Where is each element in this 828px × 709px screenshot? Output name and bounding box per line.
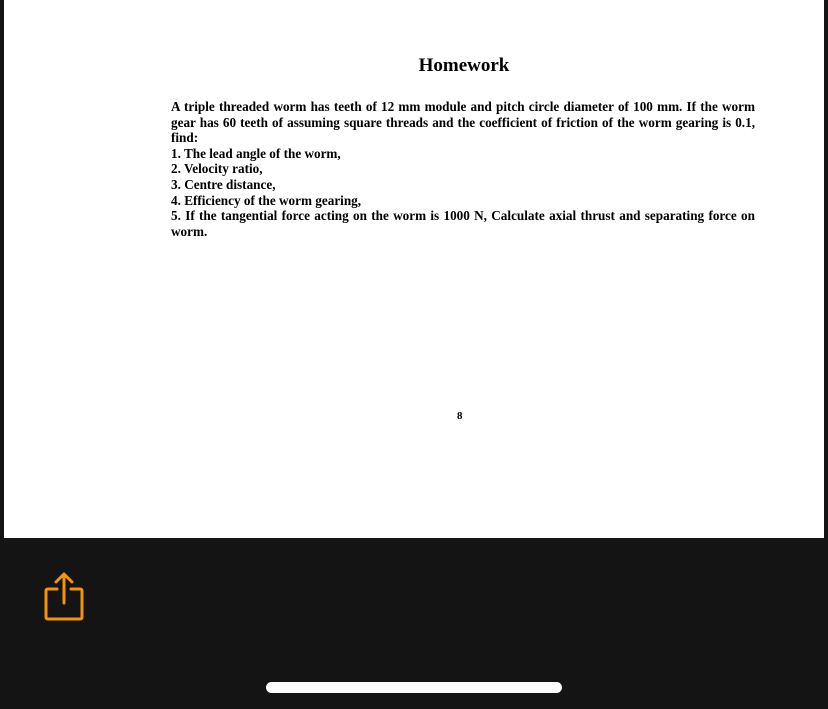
document-page[interactable] <box>4 0 824 538</box>
share-icon <box>40 569 88 625</box>
page-title: Homework <box>418 55 510 76</box>
question-item: 1. The lead angle of the worm, <box>171 145 341 161</box>
question-item: 3. Centre distance, <box>171 176 276 192</box>
homework-text <box>171 99 755 239</box>
question-item: 5. If the tangential force acting on the worm is 1000 N, Calculate axial thrust and separating force on worm. <box>171 208 755 239</box>
question-item: 2. Velocity ratio, <box>171 161 263 177</box>
home-indicator[interactable] <box>266 682 562 693</box>
share-button[interactable] <box>40 569 88 625</box>
question-item: 4. Efficiency of the worm gearing, <box>171 192 362 208</box>
page-number: 8 <box>457 410 463 422</box>
question-list <box>171 146 755 240</box>
bottom-toolbar <box>0 543 828 709</box>
problem-statement: A triple threaded worm has teeth of 12 mm module and pitch circle diameter of 100 mm. If the worm gear has 60 teeth of assuming square threads and the coefficient of friction of the worm gearing is 0.1, find: <box>171 99 755 146</box>
